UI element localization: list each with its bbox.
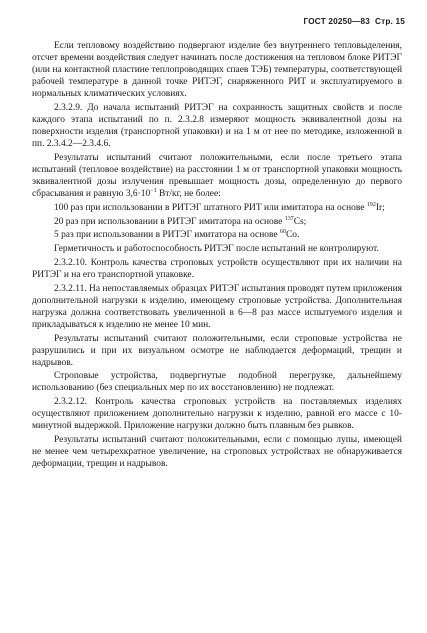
document-body [32, 40, 402, 472]
paragraph-text: 20 раз при использовании в РИТЭГ имитатора на основе [54, 216, 285, 227]
isotope-mass: 137 [284, 215, 294, 222]
list-item-ir [32, 202, 402, 214]
paragraph-2-3-2-10: 2.3.2.10. Контроль качества строповых устройств осуществляют при их наличии на РИТЭГ и на его транспортной упаковке. [32, 257, 402, 280]
isotope-mass: 192 [366, 201, 376, 208]
paragraph: Строповые устройства, подвергнутые подобной перегрузке, дальнейшему использованию (без специальных мер по их восстановлению) не подлежат. [32, 371, 402, 394]
list-item-cs [32, 216, 402, 228]
paragraph: Результаты испытаний считают положительными, если с помощью лупы, имеющей не менее чем четырехкратное увеличение, на строповых устройствах не обнаруживается деформации, трещин и надрывов. [32, 435, 402, 470]
paragraph-text: Результаты испытаний считают положительными, если после третьего этапа испытаний (тепловое воздействие) на расстоянии 1 м от транспортной упаковки мощность эквивалентной дозы излучения превышает мощность дозы, определенную до первого сбрасывания и равную 3,6·10 [32, 153, 402, 200]
standard-number: ГОСТ 20250—83 [303, 17, 371, 26]
isotope-element: Ir; [375, 203, 385, 213]
paragraph: Герметичность и работоспособность РИТЭГ после испытаний не контролируют. [54, 244, 379, 255]
isotope-mass: 60 [279, 229, 286, 236]
paragraph: Если тепловому воздействию подвергают изделие без внутреннего тепловыделения, отсчет времени воздействия следует начинать после достижения на тепловом блоке РИТЭГ (или на контактной пластине теплопроводящих спаев ТЭБ) температуры, соответствующей рабочей температуре в данной точке РИТЭГ, снаряженного РИТ и эксплуатируемого в нормальных климатических условиях. [32, 41, 402, 100]
list-item-co [32, 229, 402, 241]
paragraph: Результаты испытаний считают положительными, если строповые устройства не разрушились и при их визуальном осмотре не наблюдается деформаций, трещин и надрывов. [32, 333, 402, 368]
page-number: Стр. 15 [375, 17, 405, 26]
paragraph-results-dose [32, 152, 402, 200]
paragraph-text: 100 раз при использовании в РИТЭГ штатного РИТ или имитатора на основе [54, 203, 367, 213]
paragraph-2-3-2-12: 2.3.2.12. Контроль качества строповых устройств на поставляемых изделиях осуществляют приложением дополнительно нагрузки к изделию, равной его массе с 10-минутной выдержкой. Приложение нагрузки должно быть плавным без рывков. [32, 397, 402, 432]
page-header [304, 17, 406, 26]
paragraph-text: 5 раз при использовании в РИТЭГ имитатора на основе [54, 230, 280, 241]
isotope-element: Co. [285, 230, 300, 241]
paragraph-text: Вт/кг, не более: [156, 189, 221, 200]
paragraph-2-3-2-11: 2.3.2.11. На непоставляемых образцах РИТЭГ испытания проводят путем приложения дополнительной нагрузки к изделию, имеющему строповые устройства. Дополнительная нагрузка должна соответствовать увеличенной в 6—8 раз массе испытуемого изделия и прикладываться к изделию не менее 10 мин. [32, 283, 402, 330]
isotope-element: Cs; [293, 216, 307, 227]
exponent: −1 [150, 188, 157, 195]
paragraph-2-3-2-9: 2.3.2.9. До начала испытаний РИТЭГ на сохранность защитных свойств и после каждого этапа испытаний по п. 2.3.2.8 измеряют мощность эквивалентной дозы на поверхности изделия (транспортной упаковки) и на 1 м от нее по методике, изложенной в пп. 2.3.4.2—2.3.4.6. [32, 103, 402, 150]
